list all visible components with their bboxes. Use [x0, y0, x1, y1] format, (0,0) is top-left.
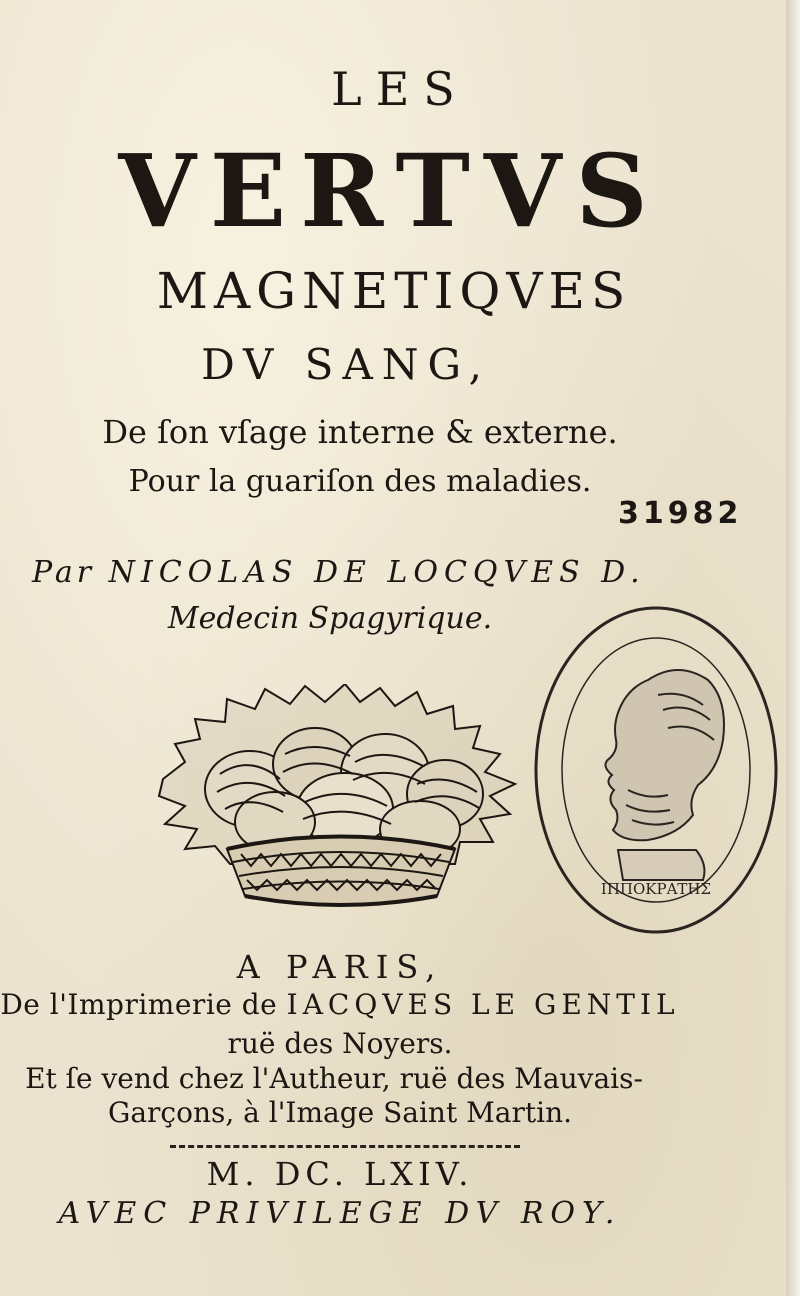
library-stamp [528, 600, 784, 940]
ornamental-rule [170, 1145, 520, 1148]
imprint-sold: Et ſe vend chez l'Autheur, ruë des Mauvais- [25, 1062, 643, 1095]
page-edge [786, 0, 800, 1296]
royal-privilege: AVEC PRIVILEGE DV ROY. [58, 1196, 622, 1231]
printer-prefix: De l'Imprimerie de [0, 988, 278, 1021]
imprint-city: A PARIS, [236, 948, 444, 986]
author-title: Medecin Spagyrique. [167, 601, 493, 636]
shelfmark-number: 31982 [618, 496, 743, 531]
stamp-caption: ΙΠΠΟΚΡΑΤΗΣ [600, 880, 712, 898]
imprint-date: M. DC. LXIV. [206, 1155, 474, 1193]
fruit-basket-ornament [155, 684, 525, 910]
subtitle-guarison: Pour la guariſon des maladies. [128, 464, 592, 499]
author-prefix: Par [32, 555, 96, 590]
title-les: LES [331, 62, 469, 116]
author-name: NICOLAS DE LOCQVES D. [108, 555, 646, 590]
imprint-sign: Garçons, à l'Image Saint Martin. [107, 1096, 573, 1129]
title-vertus: VERTVS [118, 132, 662, 250]
author-line [32, 555, 672, 590]
imprint-street: ruë des Noyers. [227, 1027, 453, 1060]
printer-name: IACQVES LE GENTIL [286, 988, 680, 1021]
imprint-printer [0, 988, 720, 1021]
title-magnetiques: MAGNETIQVES [156, 262, 632, 320]
title-du-sang: DV SANG, [201, 340, 491, 389]
subtitle-usage: De ſon vſage interne & externe. [102, 413, 618, 451]
